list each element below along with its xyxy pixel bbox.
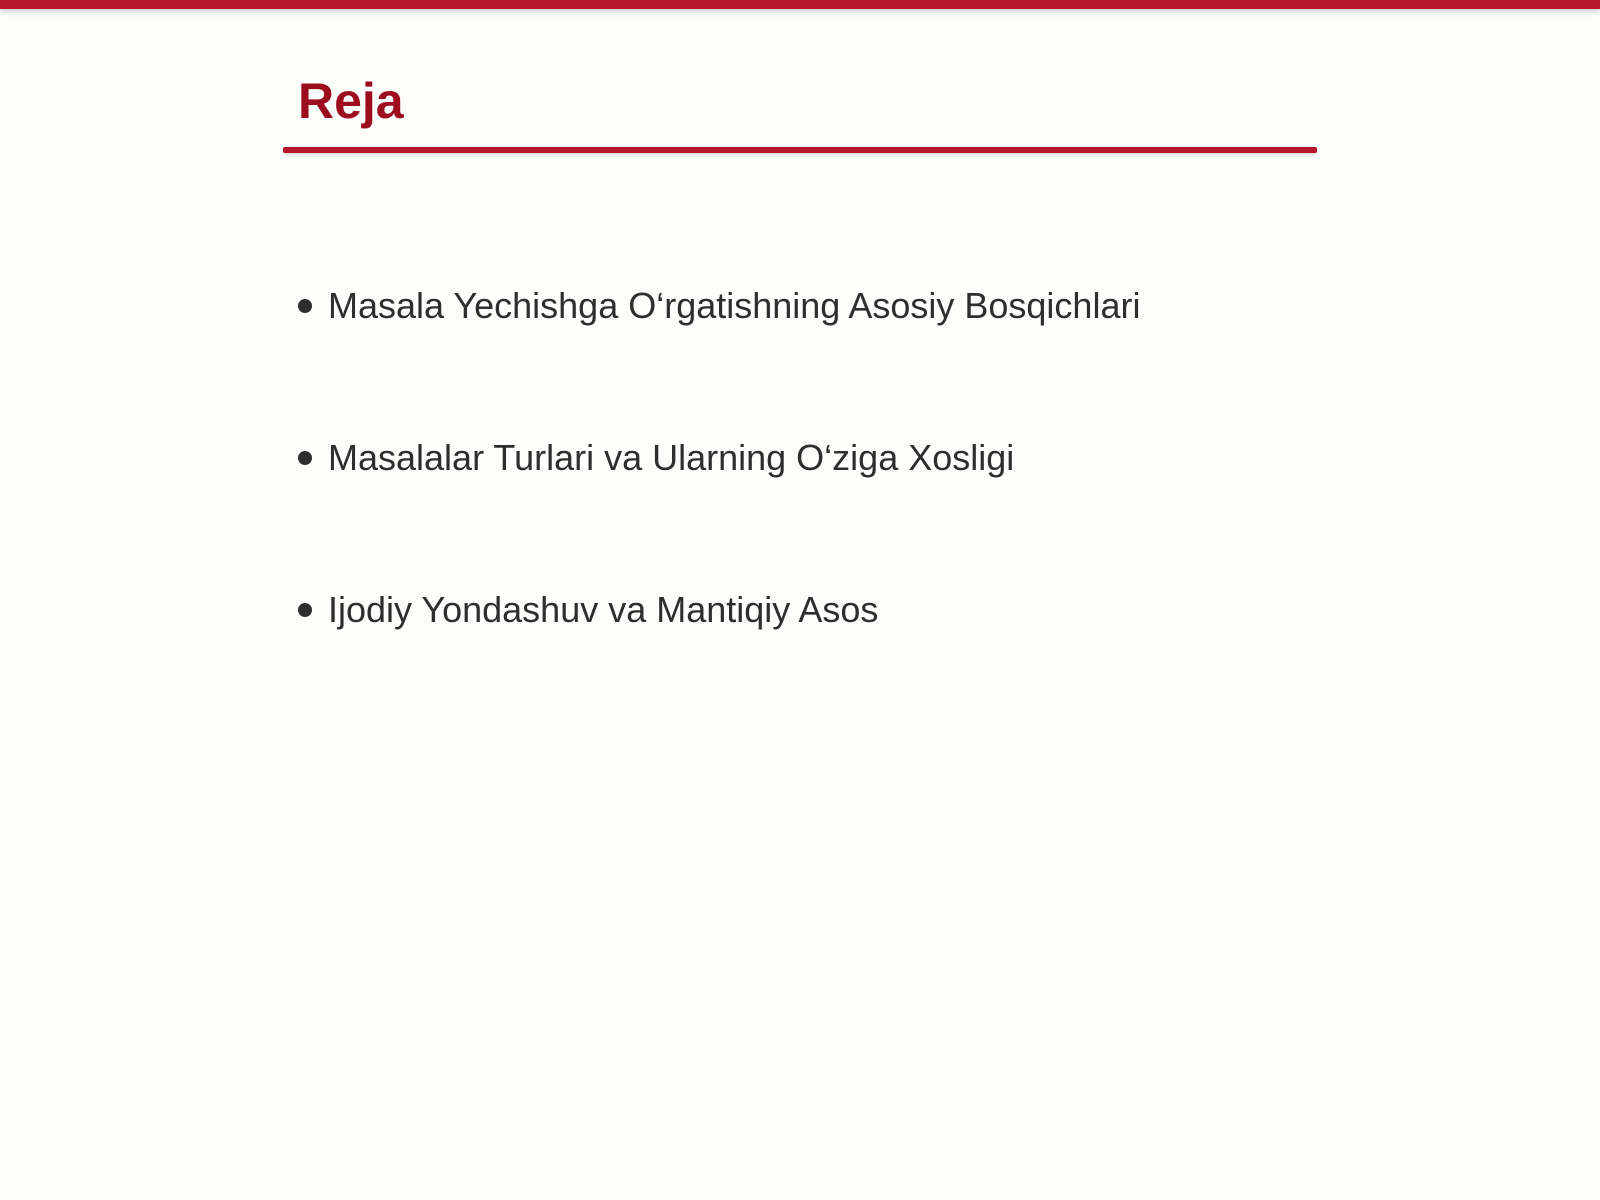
title-underline bbox=[283, 147, 1317, 153]
list-item bbox=[298, 278, 1140, 334]
list-item bbox=[298, 582, 1140, 638]
list-item-text: Ijodiy Yondashuv va Mantiqiy Asos bbox=[328, 589, 879, 630]
bullet-icon bbox=[298, 451, 312, 465]
list-item-text: Masala Yechishga O‘rgatishning Asosiy Bosqichlari bbox=[328, 285, 1141, 326]
list-item-text: Masalalar Turlari va Ularning O‘ziga Xosligi bbox=[328, 437, 1015, 478]
bullet-icon bbox=[298, 299, 312, 313]
list-item bbox=[298, 430, 1140, 486]
bullet-icon bbox=[298, 603, 312, 617]
slide-title: Reja bbox=[298, 73, 404, 129]
top-accent-bar bbox=[0, 0, 1600, 9]
bullet-list bbox=[298, 278, 1140, 734]
